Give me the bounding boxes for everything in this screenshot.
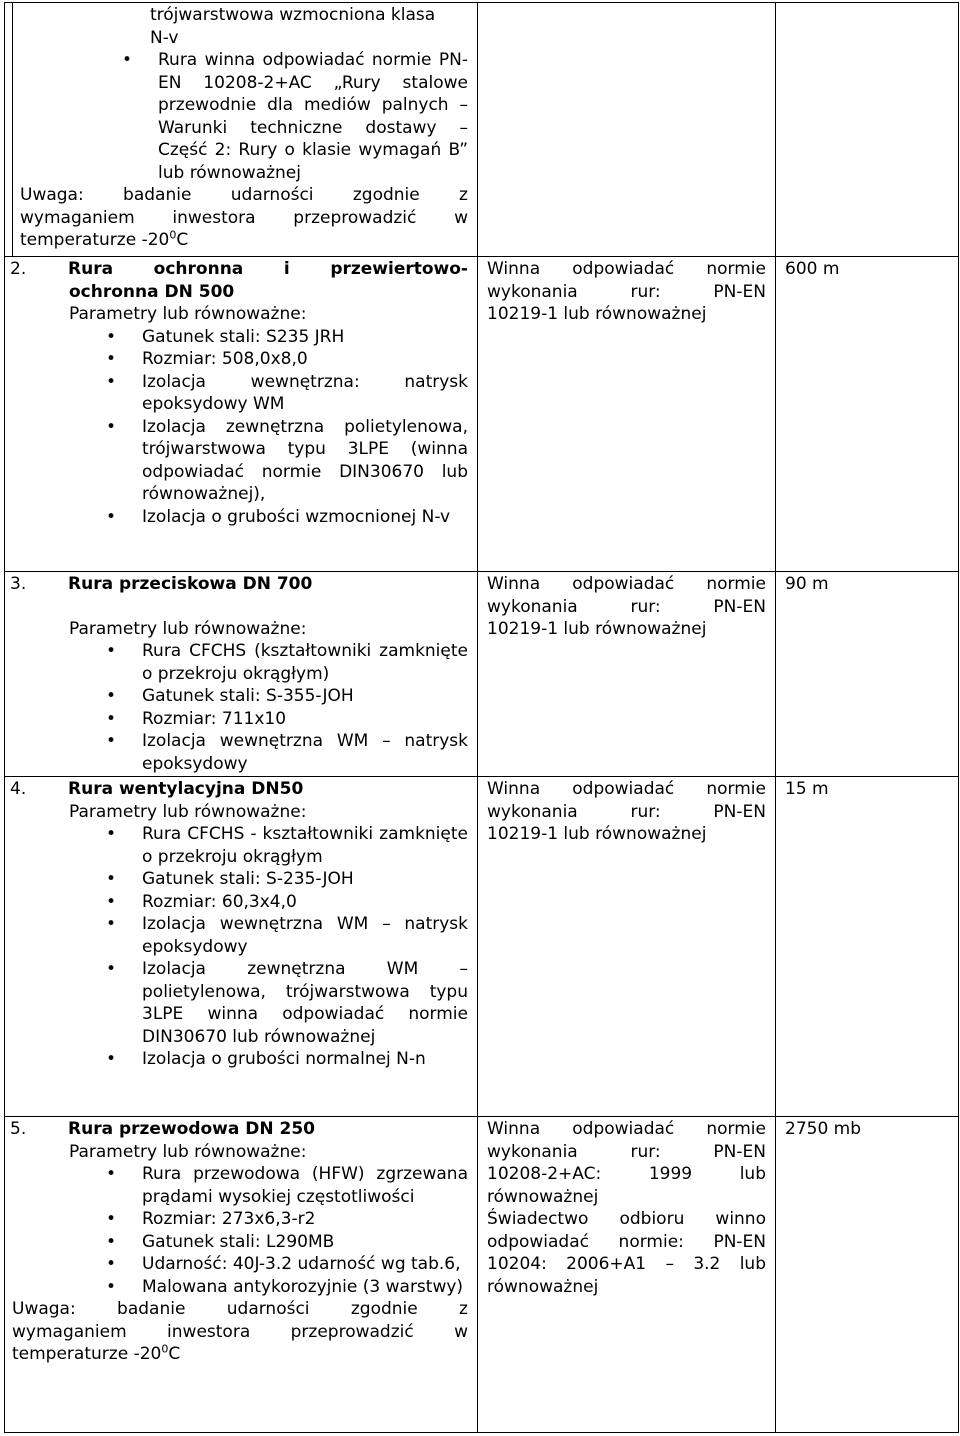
parameters-label: Parametry lub równoważne: — [69, 304, 307, 324]
item-number: 5. — [10, 1119, 27, 1139]
quantity-cell — [776, 3, 959, 257]
norm-line: Świadectwo odbioru winno — [487, 1209, 766, 1229]
norm-line: 10219-1 lub równoważnej — [487, 619, 707, 639]
item-title-continued: ochronna DN 500 — [69, 281, 235, 302]
list-item: • Rura przewodowa (HFW) zgrzewana prądami wysokiej częstotliwości — [12, 1163, 468, 1208]
norm-cell — [478, 3, 776, 257]
parameter-list — [12, 640, 468, 775]
norm-line: wykonania rur: PN-EN — [487, 1141, 766, 1162]
list-item: • Izolacja wewnętrzna WM – natrysk epoksydowy — [12, 730, 468, 775]
list-item: • Udarność: 40J-3.2 udarność wg tab.6, — [12, 1253, 468, 1276]
norm-line: wykonania rur: PN-EN — [487, 801, 766, 822]
parameter-list — [12, 326, 468, 529]
list-item: • Rozmiar: 508,0x8,0 — [12, 348, 468, 371]
note-line: temperaturze $-20^0C$ — [12, 1342, 181, 1364]
list-item: • Izolacja o grubości wzmocnionej N-v — [12, 506, 468, 529]
table-row — [5, 777, 959, 1117]
norm-line: równoważnej — [487, 1276, 599, 1297]
parameters-label: Parametry lub równoważne: — [69, 618, 307, 639]
parameter-list — [20, 49, 468, 184]
continuation-text: trójwarstwowa wzmocniona klasa N-v — [150, 5, 436, 48]
parameter-list — [12, 823, 468, 1071]
item-title: Rura wentylacyjna DN50 — [68, 779, 304, 799]
list-item: • Rura winna odpowiadać normie PN-EN 10208-2+AC „Rury stalowe przewodnie dla mediów palnych – Warunki techniczne dostawy – Część 2: Rury o klasie wymagań B” lub równoważnej — [20, 49, 468, 184]
parameters-label: Parametry lub równoważne: — [69, 1141, 307, 1162]
quantity-cell: 90 m — [776, 572, 959, 777]
norm-line: Winna odpowiadać normie — [487, 779, 766, 799]
list-item: • Izolacja zewnętrzna polietylenowa, trójwarstwowa typu 3LPE (winna odpowiadać normie DIN30670 lub równoważnej), — [12, 416, 468, 506]
list-item: • Gatunek stali: L290MB — [12, 1231, 468, 1254]
table-row — [5, 1117, 959, 1433]
list-item: • Gatunek stali: S-355-JOH — [12, 685, 468, 708]
item-title: Rura ochronna i przewiertowo- — [68, 259, 468, 279]
list-item: • Izolacja zewnętrzna WM – polietylenowa, trójwarstwowa typu 3LPE winna odpowiadać normie DIN30670 lub równoważnej — [12, 958, 468, 1048]
norm-line: Winna odpowiadać normie — [487, 574, 766, 594]
description-cell — [5, 572, 478, 777]
item-number: 3. — [10, 574, 27, 594]
note-line: Uwaga: badanie udarności zgodnie z — [12, 1299, 468, 1319]
list-item: • Rozmiar: 711x10 — [12, 708, 468, 731]
norm-cell — [478, 777, 776, 1117]
list-item: • Izolacja wewnętrzna: natrysk epoksydowy WM — [12, 371, 468, 416]
norm-line: wykonania rur: PN-EN — [487, 281, 766, 302]
norm-line: 10208-2+AC: 1999 lub — [487, 1164, 766, 1184]
list-item: • Rozmiar: 60,3x4,0 — [12, 891, 468, 914]
table-row — [5, 3, 959, 257]
table-row — [5, 572, 959, 777]
norm-line: odpowiadać normie: PN-EN — [487, 1231, 766, 1252]
norm-line: 10204: 2006+A1 – 3.2 lub — [487, 1254, 766, 1274]
description-cell — [5, 257, 478, 572]
table-row — [5, 257, 959, 572]
list-item: • Izolacja o grubości normalnej N-n — [12, 1048, 468, 1071]
norm-line: wykonania rur: PN-EN — [487, 596, 766, 617]
item-title: Rura przeciskowa DN 700 — [68, 574, 313, 594]
norm-line: Winna odpowiadać normie — [487, 259, 766, 279]
list-item: • Rozmiar: 273x6,3-r2 — [12, 1208, 468, 1231]
quantity-cell: 15 m — [776, 777, 959, 1117]
norm-cell — [478, 1117, 776, 1433]
description-cell — [5, 777, 478, 1117]
norm-cell — [478, 572, 776, 777]
item-number: 2. — [10, 259, 27, 279]
specification-table — [4, 2, 959, 1433]
list-item: • Rura CFCHS - kształtowniki zamknięte o przekroju okrągłym — [12, 823, 468, 868]
norm-cell — [478, 257, 776, 572]
list-item: • Malowana antykorozyjnie (3 warstwy) — [12, 1276, 468, 1299]
description-cell — [5, 1117, 478, 1433]
parameter-list — [12, 1163, 468, 1298]
norm-line: Winna odpowiadać normie — [487, 1119, 766, 1139]
list-item: • Gatunek stali: S235 JRH — [12, 326, 468, 349]
parameters-label: Parametry lub równoważne: — [69, 801, 307, 822]
norm-line: 10219-1 lub równoważnej — [487, 824, 707, 844]
quantity-cell: 600 m — [776, 257, 959, 572]
note-line: Uwaga: badanie udarności zgodnie z — [20, 185, 468, 205]
list-item: • Gatunek stali: S-235-JOH — [12, 868, 468, 891]
norm-line: 10219-1 lub równoważnej — [487, 304, 707, 324]
item-title: Rura przewodowa DN 250 — [68, 1119, 316, 1139]
list-item: • Izolacja wewnętrzna WM – natrysk epoksydowy — [12, 913, 468, 958]
note-line: wymaganiem inwestora przeprowadzić w — [12, 1321, 468, 1342]
item-number: 4. — [10, 779, 27, 799]
quantity-cell: 2750 mb — [776, 1117, 959, 1433]
list-item: • Rura CFCHS (kształtowniki zamknięte o przekroju okrągłym) — [12, 640, 468, 685]
note-line: temperaturze $-20^0C$ — [20, 228, 189, 250]
number-cell — [5, 3, 13, 257]
norm-line: równoważnej — [487, 1186, 599, 1207]
note-line: wymaganiem inwestora przeprowadzić w — [20, 207, 468, 228]
description-cell — [13, 3, 478, 257]
